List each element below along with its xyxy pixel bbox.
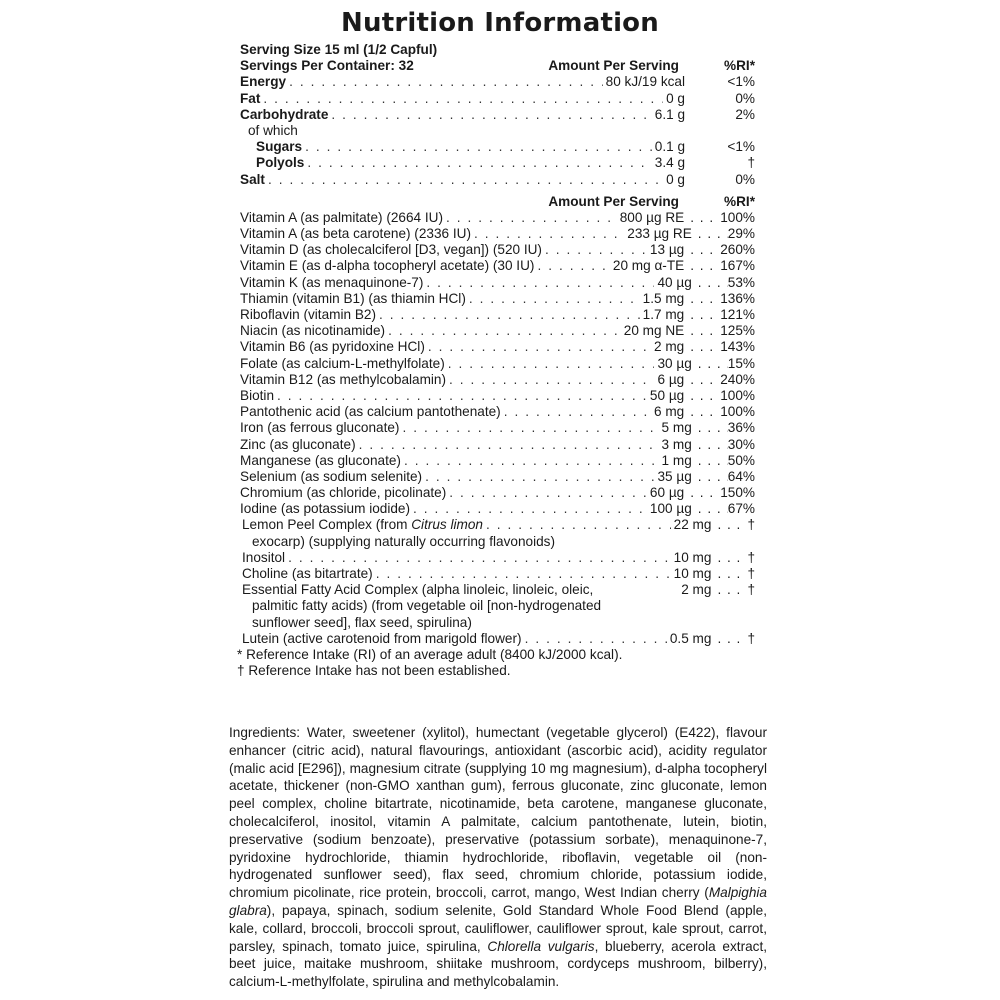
main-nutrients (240, 74, 755, 187)
leader-dots (388, 323, 621, 339)
nutrient-name: Vitamin D (as cholecalciferol [D3, vegan]) (520 IU) (240, 242, 542, 258)
citrus-limon: Citrus limon (411, 517, 483, 533)
leader-dots (698, 356, 728, 372)
lemon-name-continued: exocarp) (supplying naturally occurring flavonoids) (252, 533, 555, 549)
leader-dots (717, 566, 747, 582)
nutrient-name: Chromium (as chloride, picolinate) (240, 485, 447, 501)
leader-dots (486, 517, 671, 533)
leader-dots (698, 226, 728, 242)
vitamin-row (240, 356, 755, 372)
leader-dots (359, 437, 659, 453)
nutrient-value: 1 mg (661, 452, 692, 468)
nutrient-name: Vitamin K (as menaquinone-7) (240, 274, 424, 290)
ri-header: %RI* (724, 58, 755, 74)
leader-dots (698, 469, 728, 485)
nutrient-value: 20 mg NE (623, 323, 685, 339)
vitamin-row (240, 339, 755, 355)
leader-dots (690, 339, 720, 355)
leader-dots (289, 74, 603, 90)
nutrient-value: 2 mg (681, 582, 712, 598)
nutrient-ri: † (747, 582, 755, 598)
nutrient-value: 1.5 mg (642, 290, 685, 306)
leader-dots (376, 566, 671, 582)
leader-dots (426, 275, 654, 291)
nutrient-name: Zinc (as gluconate) (240, 436, 356, 452)
leader-dots (379, 307, 640, 323)
leader-dots (690, 323, 720, 339)
nutrient-ri: † (747, 517, 755, 533)
nutrient-name: Folate (as calcium-L-methylfolate) (240, 355, 445, 371)
ingredients-part: ), papaya, spinach, sodium selenite, Gold Standard Whole Food Blend (apple, kale, collard, broccoli, broccoli sprout, cauliflower, cauliflower sprout, kale sprout, carrot, parsley, spinach, tomato juice, spirulina, (229, 902, 767, 954)
leader-dots (698, 275, 728, 291)
nutrient-value: 50 µg (649, 387, 685, 403)
nutrient-name: Manganese (as gluconate) (240, 452, 401, 468)
nutrient-name: Sugars (256, 139, 303, 155)
vitamin-row (240, 291, 755, 307)
leader-dots (307, 155, 651, 171)
vitamin-row (240, 258, 755, 274)
vitamin-row (240, 275, 755, 291)
nutrient-value: 6 µg (657, 371, 685, 387)
nutrient-ri: 2% (735, 106, 755, 122)
leader-dots (690, 291, 720, 307)
nutrient-name: Inositol (242, 549, 286, 565)
leader-dots (504, 404, 651, 420)
nutrient-name: Iron (as ferrous gluconate) (240, 420, 400, 436)
nutrient-row-fat (240, 91, 755, 107)
leader-dots (449, 372, 654, 388)
leader-dots (690, 210, 720, 226)
nutrient-name: Thiamin (vitamin B1) (as thiamin HCl) (240, 290, 466, 306)
nutrient-ri: 240% (720, 371, 755, 387)
leader-dots (717, 550, 747, 566)
ingredients-part: Ingredients: Water, sweetener (xylitol), humectant (vegetable glycerol) (E422), flavour enhancer (citric acid), natural flavourings, antioxidant (ascorbic acid), acidity regulator (malic acid [E296]), magnesium citrate (supplying 10 mg magnesium), d-alpha tocopheryl acetate, thickener (non-GMO xanthan gum), ferrous gluconate, zinc gluconate, lemon peel complex, choline bitartrate, nicotinamide, beta carotene, manganese gluconate, cholecalciferol, inositol, vitamin A palmitate, calcium pantothenate, lutein, biotin, preservative (sodium benzoate), preservative (potassium sorbate), menaquinone-7, pyridoxine hydrochloride, thiamin hydrochloride, riboflavin, vegetable oil (non-hydrogenated sunflower seed), flax seed, chromium chloride, potassium iodide, chromium picolinate, rice protein, broccoli, carrot, mango, West Indian cherry ( (229, 725, 767, 901)
footnote-dagger: † Reference Intake has not been established. (237, 663, 511, 679)
leader-dots (331, 107, 651, 123)
nutrient-value: 10 mg (673, 566, 712, 581)
lemon-name: Lemon Peel Complex (from (242, 517, 412, 533)
nutrient-name: Vitamin A (as palmitate) (2664 IU) (240, 209, 443, 225)
ingredients-italic: Chlorella vulgaris (487, 938, 595, 954)
leader-dots (698, 437, 728, 453)
nutrient-value: 100 µg (649, 501, 692, 517)
leader-dots (413, 501, 647, 517)
leader-dots (474, 226, 624, 242)
nutrient-ri: 125% (720, 323, 755, 339)
ri-header: %RI* (724, 193, 755, 209)
vitamin-row (240, 453, 755, 469)
leader-dots (305, 139, 652, 155)
nutrient-name: Vitamin A (as beta carotene) (2336 IU) (240, 226, 471, 242)
servings-per-container: Servings Per Container: 32 (240, 58, 414, 74)
nutrient-value: 40 µg (657, 274, 692, 290)
vitamin-row (240, 372, 755, 388)
nutrient-name: Pantothenic acid (as calcium pantothenate) (240, 404, 501, 420)
nutrient-value: 22 mg (673, 517, 712, 533)
nutrient-row-polyols (240, 155, 755, 171)
vitamin-row (240, 469, 755, 485)
nutrient-value: 60 µg (649, 485, 685, 501)
nutrient-row-energy (240, 74, 755, 90)
nutrient-value: 13 µg (649, 242, 685, 258)
leader-dots (690, 242, 720, 258)
nutrient-ri: 100% (720, 387, 755, 403)
vitamin-row (240, 388, 755, 404)
nutrient-name: Essential Fatty Acid Complex (alpha linoleic, linoleic, oleic, (242, 582, 594, 598)
leader-dots (690, 388, 720, 404)
nutrient-name: Lutein (active carotenoid from marigold flower) (242, 630, 522, 646)
nutrition-panel (237, 42, 755, 679)
leader-dots (717, 517, 747, 533)
nutrient-value: 800 µg RE (619, 209, 685, 225)
vitamin-row (240, 226, 755, 242)
vitamin-row (240, 323, 755, 339)
nutrient-value: 0.1 g (654, 139, 685, 155)
nutrient-ri: 167% (720, 258, 755, 274)
nutrient-value: 0 g (666, 90, 685, 106)
nutrient-value: 1.7 mg (642, 307, 685, 322)
leader-dots (425, 469, 654, 485)
nutrient-name: Energy (240, 74, 287, 90)
nutrient-name: Biotin (240, 387, 275, 403)
ingredients-part: , blueberry, acerola extract, beet juice, maitake mushroom, shiitake mushroom, cordyceps mushroom, bilberry), calcium-L-methylfolate, spirulina and methylcobalamin. (229, 938, 768, 990)
leader-dots (690, 307, 720, 323)
amount-header: Amount Per Serving (548, 58, 679, 74)
leader-dots (469, 291, 640, 307)
nutrient-ri: 260% (720, 242, 755, 258)
nutrient-ri: 100% (720, 404, 755, 420)
lemon-peel-complex (240, 517, 755, 549)
nutrient-ri: 136% (720, 290, 755, 306)
nutrient-name: Iodine (as potassium iodide) (240, 501, 411, 517)
vitamin-row (240, 501, 755, 517)
vitamin-row (240, 420, 755, 436)
leader-dots (690, 404, 720, 420)
vitamin-row (240, 404, 755, 420)
leader-dots (428, 339, 651, 355)
vitamin-row (240, 307, 755, 323)
nutrient-ri: 0% (735, 90, 755, 106)
nutrient-name: Vitamin B6 (as pyridoxine HCl) (240, 339, 425, 355)
nutrient-row-carbohydrate (240, 107, 755, 123)
nutrient-name: Choline (as bitartrate) (242, 566, 373, 581)
nutrient-ri: 30% (727, 436, 755, 452)
nutrient-ri: 36% (727, 420, 755, 436)
nutrient-ri: 121% (720, 307, 755, 322)
vitamin-row (240, 242, 755, 258)
vitamin-list (240, 210, 755, 518)
nutrient-row-choline (240, 566, 755, 582)
nutrient-name: Vitamin E (as d-alpha tocopheryl acetate) (30 IU) (240, 258, 535, 274)
nutrient-ri: 143% (720, 339, 755, 355)
nutrient-ri: 100% (720, 209, 755, 225)
vitamins-header-row (240, 194, 755, 210)
nutrient-value: 0 g (666, 171, 685, 187)
nutrient-ri: 29% (727, 226, 755, 242)
leader-dots (537, 258, 609, 274)
nutrient-ri: 15% (727, 355, 755, 371)
nutrient-name: Carbohydrate (240, 106, 329, 122)
leader-dots (263, 91, 663, 107)
leader-dots (402, 420, 658, 436)
leader-dots (446, 210, 617, 226)
nutrient-value: 233 µg RE (627, 226, 692, 242)
nutrient-name (242, 517, 483, 533)
leader-dots (288, 550, 671, 566)
leader-dots (698, 501, 728, 517)
serving-size: Serving Size 15 ml (1/2 Capful) (240, 42, 438, 57)
essential-fatty-acid-complex (240, 582, 755, 631)
leader-dots (690, 372, 720, 388)
leader-dots (717, 631, 747, 647)
nutrient-value: 2 mg (653, 339, 685, 355)
nutrient-ri: † (747, 566, 755, 581)
nutrient-value: 80 kJ/19 kcal (605, 74, 685, 90)
nutrient-name: Polyols (256, 155, 305, 171)
leader-dots (449, 485, 647, 501)
nutrient-row-sugars (240, 139, 755, 155)
nutrient-value: 3 mg (661, 436, 692, 452)
leader-dots (404, 453, 659, 469)
nutrient-name: Selenium (as sodium selenite) (240, 468, 423, 484)
nutrient-ri: 64% (727, 468, 755, 484)
nutrient-value: 30 µg (657, 355, 692, 371)
nutrient-name: Fat (240, 90, 261, 106)
nutrient-ri: † (747, 155, 755, 171)
nutrient-ri: 50% (727, 452, 755, 468)
nutrient-row-lutein (240, 631, 755, 647)
ingredients-text (229, 724, 767, 991)
efa-name-continued: palmitic fatty acids) (from vegetable oil [non-hydrogenated (252, 598, 602, 614)
leader-dots (277, 388, 647, 404)
nutrient-value: 3.4 g (654, 155, 685, 171)
nutrient-ri: 150% (720, 485, 755, 501)
nutrient-name: Riboflavin (vitamin B2) (240, 307, 376, 322)
nutrient-ri: <1% (727, 74, 755, 90)
vitamin-row (240, 485, 755, 501)
nutrient-value: 6.1 g (654, 106, 685, 122)
nutrient-name: Niacin (as nicotinamide) (240, 323, 386, 339)
main-header-row (240, 58, 755, 74)
amount-header: Amount Per Serving (548, 193, 679, 209)
vitamin-row (240, 437, 755, 453)
vitamin-row (240, 210, 755, 226)
leader-dots (268, 172, 663, 188)
leader-dots (698, 453, 728, 469)
ingredients-italic: Malpighia glabra (229, 885, 767, 918)
nutrient-ri: 0% (735, 171, 755, 187)
footnote-ri: * Reference Intake (RI) of an average adult (8400 kJ/2000 kcal). (237, 646, 623, 662)
nutrient-row-inositol (240, 550, 755, 566)
of-which-label: of which (248, 122, 298, 138)
nutrient-value: 20 mg α-TE (612, 258, 685, 274)
nutrient-value: 10 mg (673, 549, 712, 565)
efa-name-continued: sunflower seed], flax seed, spirulina) (252, 614, 472, 630)
nutrient-value: 35 µg (657, 468, 692, 484)
page-title: Nutrition Information (341, 8, 659, 38)
nutrient-value: 0.5 mg (669, 630, 712, 646)
nutrient-name: Vitamin B12 (as methylcobalamin) (240, 371, 447, 387)
leader-dots (698, 420, 728, 436)
nutrient-ri: † (747, 549, 755, 565)
nutrient-ri: 53% (727, 274, 755, 290)
leader-dots (525, 631, 667, 647)
nutrient-name: Salt (240, 171, 265, 187)
nutrient-value: 6 mg (653, 404, 685, 420)
leader-dots (690, 485, 720, 501)
nutrient-row-salt (240, 172, 755, 188)
leader-dots (448, 356, 655, 372)
leader-dots (690, 258, 720, 274)
leader-dots (717, 582, 747, 598)
nutrient-value: 5 mg (661, 420, 692, 436)
nutrient-ri: † (747, 630, 755, 646)
nutrient-ri: <1% (727, 139, 755, 155)
leader-dots (545, 242, 647, 258)
nutrient-ri: 67% (727, 501, 755, 517)
